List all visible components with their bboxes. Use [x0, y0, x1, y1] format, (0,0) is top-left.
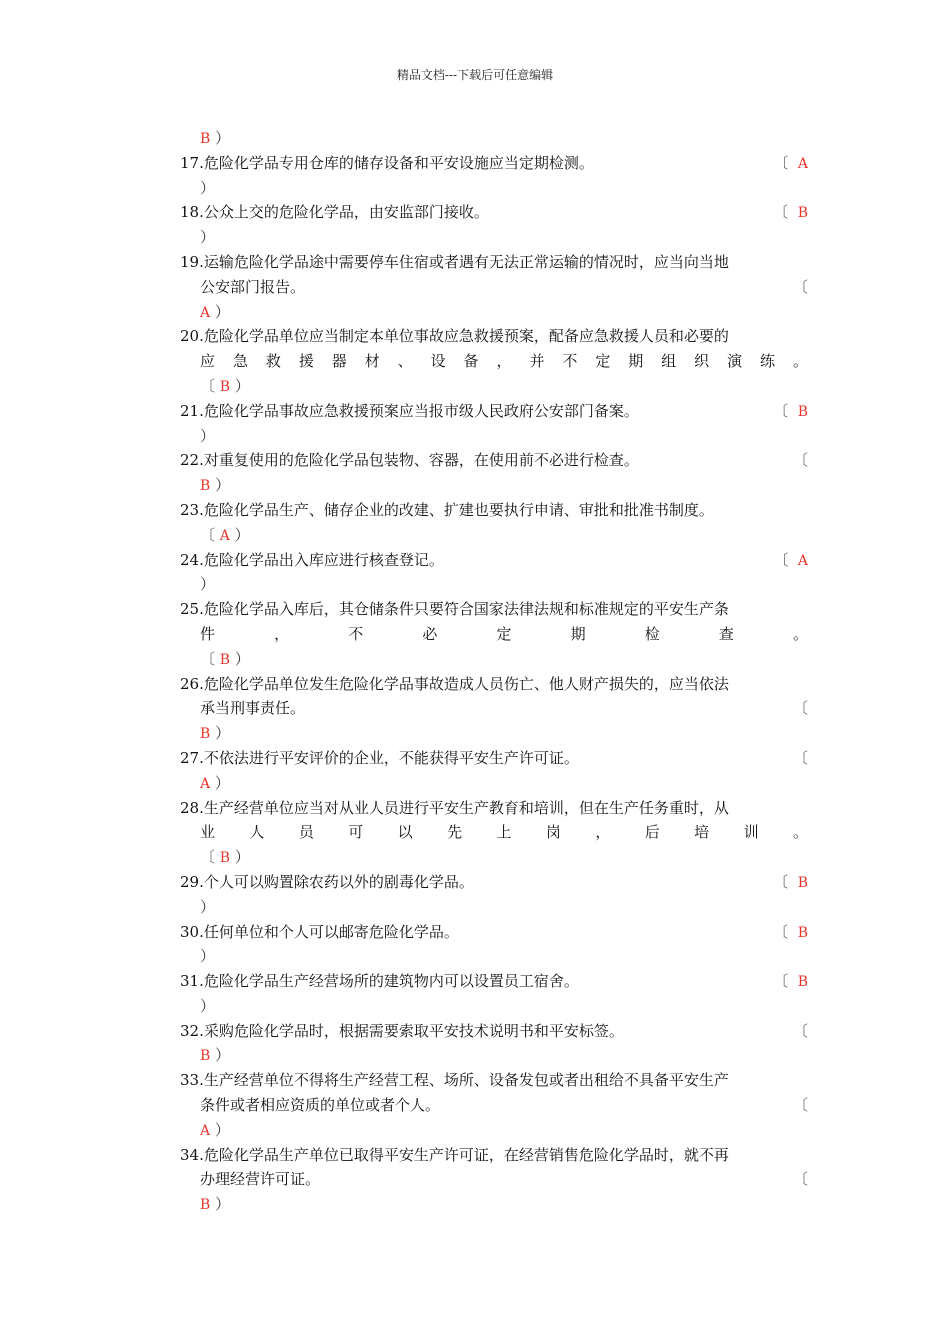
- question-text: 危险化学品生产单位已取得平安生产许可证，在经营销售危险化学品时，就不再: [203, 1145, 729, 1164]
- question-text: 生产经营单位不得将生产经营工程、场所、设备发包或者出租给不具备平安生产: [203, 1071, 729, 1090]
- question-number: 26.: [180, 674, 204, 693]
- answer: B: [219, 850, 231, 867]
- answer: B: [797, 874, 808, 891]
- question-text-cont: 公安部门报告。: [200, 277, 306, 296]
- question-32: 32.采购危险化学品时，根据需要索取平安技术说明书和平安标签。 〔 B ）: [180, 1021, 808, 1065]
- answer: B: [797, 924, 808, 941]
- page-header: 精品文档---下载后可任意编辑: [396, 68, 554, 82]
- question-text-cont: 承当刑事责任。: [200, 699, 306, 718]
- question-text: 个人可以购置除农药以外的剧毒化学品。: [203, 872, 474, 891]
- answer: A: [219, 527, 230, 544]
- lead-answer: B: [200, 131, 211, 147]
- question-list: [180, 126, 808, 1217]
- answer: B: [797, 403, 808, 420]
- question-number: 20.: [180, 327, 204, 346]
- question-text: 危险化学品生产经营场所的建筑物内可以设置员工宿舍。: [203, 972, 579, 991]
- answer: B: [219, 651, 231, 668]
- question-text: 危险化学品生产、储存企业的改建、扩建也要执行申请、审批和批准书制度。: [203, 500, 714, 519]
- answer: B: [219, 378, 231, 395]
- question-number: 29.: [180, 872, 204, 891]
- question-text: 任何单位和个人可以邮寄危险化学品。: [203, 922, 459, 941]
- answer: B: [200, 478, 211, 495]
- question-29: 29.个人可以购置除农药以外的剧毒化学品。 〔 B ）: [180, 872, 808, 916]
- question-18: 18.公众上交的危险化学品，由安监部门接收。 〔 B ）: [180, 203, 808, 247]
- answer: B: [797, 205, 808, 222]
- question-number: 27.: [180, 748, 204, 767]
- answer: B: [200, 1197, 211, 1214]
- question-number: 19.: [180, 252, 204, 271]
- question-25: 25.危险化学品入库后，其仓储条件只要符合国家法律法规和标准规定的平安生产条 件 ， 不 必 定 期 检 查 。 〔 B ）: [180, 600, 808, 668]
- question-text-cont: 条件或者相应资质的单位或者个人。: [200, 1096, 441, 1115]
- lead-answer-line: B ）: [200, 129, 231, 147]
- question-30: 30.任何单位和个人可以邮寄危险化学品。 〔 B ）: [180, 922, 808, 966]
- question-17: 17.危险化学品专用仓库的储存设备和平安设施应当定期检测。 〔 A ）: [180, 153, 808, 197]
- question-text-cont: 件 ， 不 必 定 期 检 查 。: [200, 624, 808, 643]
- question-22: 22.对重复使用的危险化学品包装物、容器，在使用前不必进行检查。 〔 B ）: [180, 451, 808, 495]
- question-28: 28.生产经营单位应当对从业人员进行平安生产教育和培训，但在生产任务重时，从 业 人 员 可 以 先 上 岗 ， 后 培 训 。 〔 B ）: [180, 798, 808, 867]
- question-text: 危险化学品单位发生危险化学品事故造成人员伤亡、他人财产损失的，应当依法: [203, 674, 729, 693]
- question-text: 对重复使用的危险化学品包装物、容器，在使用前不必进行检查。: [203, 451, 639, 470]
- question-number: 31.: [180, 972, 204, 991]
- question-text: 危险化学品出入库应进行核查登记。: [203, 550, 444, 569]
- question-number: 22.: [180, 451, 204, 470]
- answer: A: [797, 552, 808, 569]
- question-number: 18.: [180, 203, 204, 222]
- question-text: 危险化学品事故应急救援预案应当报市级人民政府公安部门备案。: [203, 401, 639, 420]
- question-23: 23.危险化学品生产、储存企业的改建、扩建也要执行申请、审批和批准书制度。 〔 A ）: [180, 500, 714, 544]
- answer: A: [200, 775, 211, 792]
- answer: A: [797, 155, 808, 172]
- question-26: 26.危险化学品单位发生危险化学品事故造成人员伤亡、他人财产损失的，应当依法 承当刑事责任。 〔 B ）: [180, 674, 808, 743]
- question-text: 公众上交的危险化学品，由安监部门接收。: [203, 203, 489, 222]
- answer: A: [200, 1122, 211, 1139]
- question-33: 33.生产经营单位不得将生产经营工程、场所、设备发包或者出租给不具备平安生产 条件或者相应资质的单位或者个人。 〔 A ）: [180, 1071, 808, 1139]
- question-number: 23.: [180, 500, 204, 519]
- question-21: 21.危险化学品事故应急救援预案应当报市级人民政府公安部门备案。 〔 B ）: [180, 401, 808, 445]
- question-number: 32.: [180, 1021, 204, 1040]
- question-31: 31.危险化学品生产经营场所的建筑物内可以设置员工宿舍。 〔 B ）: [180, 972, 808, 1015]
- answer: B: [200, 1048, 211, 1065]
- question-text-cont: 业 人 员 可 以 先 上 岗 ， 后 培 训 。: [200, 823, 808, 842]
- answer: A: [200, 304, 211, 321]
- question-number: 24.: [180, 550, 204, 569]
- question-number: 34.: [180, 1145, 204, 1164]
- question-number: 33.: [180, 1071, 204, 1090]
- question-number: 28.: [180, 798, 204, 817]
- question-text-cont: 应 急 救 援 器 材 、 设 备 ， 并 不 定 期 组 织 演 练 。: [200, 352, 808, 371]
- question-text: 危险化学品入库后，其仓储条件只要符合国家法律法规和标准规定的平安生产条: [203, 600, 729, 619]
- question-34: 34.危险化学品生产单位已取得平安生产许可证，在经营销售危险化学品时，就不再 办理经营许可证。 〔 B ）: [180, 1145, 808, 1214]
- question-24: 24.危险化学品出入库应进行核查登记。 〔 A ）: [180, 550, 808, 594]
- answer: B: [200, 726, 211, 743]
- question-text: 危险化学品专用仓库的储存设备和平安设施应当定期检测。: [203, 153, 594, 172]
- question-number: 25.: [180, 600, 204, 619]
- answer: B: [797, 974, 808, 991]
- question-text: 运输危险化学品途中需要停车住宿或者遇有无法正常运输的情况时，应当向当地: [203, 252, 729, 271]
- question-27: 27.不依法进行平安评价的企业，不能获得平安生产许可证。 〔 A ）: [180, 748, 808, 792]
- question-text: 不依法进行平安评价的企业，不能获得平安生产许可证。: [203, 748, 579, 767]
- question-text: 采购危险化学品时，根据需要索取平安技术说明书和平安标签。: [203, 1021, 624, 1040]
- question-text: 生产经营单位应当对从业人员进行平安生产教育和培训，但在生产任务重时，从: [203, 798, 729, 817]
- question-19: 19.运输危险化学品途中需要停车住宿或者遇有无法正常运输的情况时，应当向当地 公安部门报告。 〔 A ）: [180, 252, 808, 321]
- question-text: 危险化学品单位应当制定本单位事故应急救援预案，配备应急救援人员和必要的: [203, 327, 729, 346]
- question-number: 21.: [180, 401, 204, 420]
- question-number: 17.: [180, 153, 204, 172]
- question-text-cont: 办理经营许可证。: [200, 1170, 321, 1189]
- question-number: 30.: [180, 922, 204, 941]
- question-20: 20.危险化学品单位应当制定本单位事故应急救援预案，配备应急救援人员和必要的 应 急 救 援 器 材 、 设 备 ， 并 不 定 期 组 织 演 练 。 〔 B ）: [180, 327, 808, 395]
